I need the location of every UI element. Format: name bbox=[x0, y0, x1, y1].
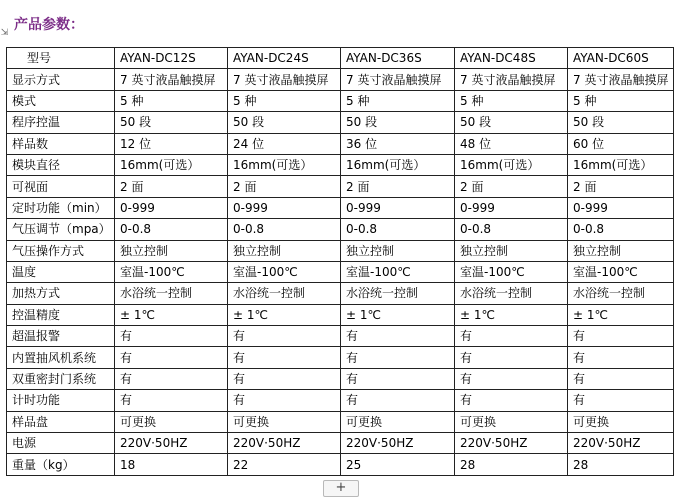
value-cell[interactable]: 水浴统一控制 bbox=[228, 283, 341, 304]
value-cell[interactable]: ± 1℃ bbox=[228, 304, 341, 325]
value-cell[interactable]: 可更换 bbox=[341, 411, 455, 432]
row-label-cell[interactable]: 电源 bbox=[7, 433, 115, 454]
value-cell[interactable]: 16mm(可选） bbox=[115, 154, 228, 175]
value-cell[interactable]: 有 bbox=[341, 347, 455, 368]
table-row bbox=[7, 368, 674, 389]
table-row bbox=[7, 283, 674, 304]
value-cell[interactable]: 室温-100℃ bbox=[228, 261, 341, 282]
value-cell[interactable]: 24 位 bbox=[228, 133, 341, 154]
value-cell[interactable]: 有 bbox=[228, 326, 341, 347]
row-label-cell[interactable]: 样品盘 bbox=[7, 411, 115, 432]
value-cell[interactable]: 室温-100℃ bbox=[568, 261, 674, 282]
row-label-cell[interactable]: 计时功能 bbox=[7, 390, 115, 411]
table-row bbox=[7, 112, 674, 133]
value-cell[interactable]: 0-0.8 bbox=[228, 219, 341, 240]
value-cell[interactable]: 2 面 bbox=[341, 176, 455, 197]
value-cell[interactable]: 独立控制 bbox=[455, 240, 568, 261]
value-cell[interactable]: 水浴统一控制 bbox=[455, 283, 568, 304]
table-row bbox=[7, 454, 674, 475]
product-spec-table bbox=[6, 47, 674, 476]
value-cell[interactable]: 0-999 bbox=[228, 197, 341, 218]
table-row bbox=[7, 154, 674, 175]
value-cell[interactable]: 水浴统一控制 bbox=[341, 283, 455, 304]
row-label-cell[interactable]: 气压操作方式 bbox=[7, 240, 115, 261]
value-cell[interactable]: 28 bbox=[568, 454, 674, 475]
add-row-button[interactable]: + bbox=[323, 480, 359, 497]
header-cell-model[interactable]: AYAN-DC36S bbox=[341, 48, 455, 69]
value-cell[interactable]: 有 bbox=[341, 326, 455, 347]
value-cell[interactable]: 有 bbox=[568, 390, 674, 411]
table-row bbox=[7, 304, 674, 325]
value-cell[interactable]: 18 bbox=[115, 454, 228, 475]
value-cell[interactable]: 有 bbox=[115, 326, 228, 347]
table-row bbox=[7, 261, 674, 282]
value-cell[interactable]: 220V·50HZ bbox=[228, 433, 341, 454]
value-cell[interactable]: 220V·50HZ bbox=[568, 433, 674, 454]
row-label-cell[interactable]: 气压调节（mpa） bbox=[7, 219, 115, 240]
row-label-cell[interactable]: 样品数 bbox=[7, 133, 115, 154]
value-cell[interactable]: 2 面 bbox=[568, 176, 674, 197]
value-cell[interactable]: 有 bbox=[455, 326, 568, 347]
table-row bbox=[7, 69, 674, 90]
value-cell[interactable]: 可更换 bbox=[455, 411, 568, 432]
value-cell[interactable]: 60 位 bbox=[568, 133, 674, 154]
value-cell[interactable]: 0-999 bbox=[455, 197, 568, 218]
value-cell[interactable]: 室温-100℃ bbox=[455, 261, 568, 282]
value-cell[interactable]: 7 英寸液晶触摸屏 bbox=[228, 69, 341, 90]
value-cell[interactable]: 220V·50HZ bbox=[455, 433, 568, 454]
value-cell[interactable]: 12 位 bbox=[115, 133, 228, 154]
table-row bbox=[7, 390, 674, 411]
value-cell[interactable]: 0-0.8 bbox=[455, 219, 568, 240]
value-cell[interactable]: 50 段 bbox=[228, 112, 341, 133]
value-cell[interactable]: 有 bbox=[568, 326, 674, 347]
row-label-cell[interactable]: 可视面 bbox=[7, 176, 115, 197]
row-label-cell[interactable]: 定时功能（min） bbox=[7, 197, 115, 218]
value-cell[interactable]: 有 bbox=[341, 368, 455, 389]
value-cell[interactable]: 16mm(可选） bbox=[228, 154, 341, 175]
row-label-cell[interactable]: 模式 bbox=[7, 90, 115, 111]
value-cell[interactable]: 16mm(可选） bbox=[455, 154, 568, 175]
spec-table-body bbox=[7, 48, 674, 476]
row-label-cell[interactable]: 模块直径 bbox=[7, 154, 115, 175]
table-row bbox=[7, 133, 674, 154]
value-cell[interactable]: 有 bbox=[228, 347, 341, 368]
value-cell[interactable]: 2 面 bbox=[115, 176, 228, 197]
value-cell[interactable]: ± 1℃ bbox=[455, 304, 568, 325]
value-cell[interactable]: 0-999 bbox=[341, 197, 455, 218]
value-cell[interactable]: 5 种 bbox=[341, 90, 455, 111]
section-heading: 产品参数： bbox=[14, 17, 84, 33]
value-cell[interactable]: 水浴统一控制 bbox=[115, 283, 228, 304]
table-row bbox=[7, 197, 674, 218]
table-row bbox=[7, 90, 674, 111]
value-cell[interactable]: 7 英寸液晶触摸屏 bbox=[568, 69, 674, 90]
table-row bbox=[7, 347, 674, 368]
table-row bbox=[7, 326, 674, 347]
value-cell[interactable]: 室温-100℃ bbox=[115, 261, 228, 282]
table-row bbox=[7, 411, 674, 432]
value-cell[interactable]: 有 bbox=[228, 390, 341, 411]
value-cell[interactable]: 独立控制 bbox=[568, 240, 674, 261]
value-cell[interactable]: 7 英寸液晶触摸屏 bbox=[455, 69, 568, 90]
value-cell[interactable]: 25 bbox=[341, 454, 455, 475]
value-cell[interactable]: 独立控制 bbox=[228, 240, 341, 261]
value-cell[interactable]: 有 bbox=[568, 368, 674, 389]
row-label-cell[interactable]: 重量（kg） bbox=[7, 454, 115, 475]
value-cell[interactable]: 水浴统一控制 bbox=[568, 283, 674, 304]
value-cell[interactable]: 有 bbox=[341, 390, 455, 411]
value-cell[interactable]: 2 面 bbox=[228, 176, 341, 197]
value-cell[interactable]: 22 bbox=[228, 454, 341, 475]
row-label-cell[interactable]: 双重密封门系统 bbox=[7, 368, 115, 389]
value-cell[interactable]: 36 位 bbox=[341, 133, 455, 154]
value-cell[interactable]: 28 bbox=[455, 454, 568, 475]
value-cell[interactable]: ± 1℃ bbox=[341, 304, 455, 325]
header-cell-label[interactable]: 型号 bbox=[7, 48, 115, 69]
row-label-cell[interactable]: 程序控温 bbox=[7, 112, 115, 133]
value-cell[interactable]: 有 bbox=[455, 390, 568, 411]
table-row bbox=[7, 176, 674, 197]
value-cell[interactable]: 0-0.8 bbox=[341, 219, 455, 240]
value-cell[interactable]: 室温-100℃ bbox=[341, 261, 455, 282]
value-cell[interactable]: 独立控制 bbox=[341, 240, 455, 261]
table-row bbox=[7, 433, 674, 454]
row-label-cell[interactable]: 温度 bbox=[7, 261, 115, 282]
row-label-cell[interactable]: 控温精度 bbox=[7, 304, 115, 325]
row-label-cell[interactable]: 超温报警 bbox=[7, 326, 115, 347]
value-cell[interactable]: 50 段 bbox=[455, 112, 568, 133]
table-row bbox=[7, 240, 674, 261]
value-cell[interactable]: 0-999 bbox=[115, 197, 228, 218]
value-cell[interactable]: 独立控制 bbox=[115, 240, 228, 261]
value-cell[interactable]: 有 bbox=[455, 368, 568, 389]
value-cell[interactable]: 可更换 bbox=[115, 411, 228, 432]
table-header-row bbox=[7, 48, 674, 69]
value-cell[interactable]: 2 面 bbox=[455, 176, 568, 197]
value-cell[interactable]: 有 bbox=[455, 347, 568, 368]
value-cell[interactable]: 有 bbox=[228, 368, 341, 389]
value-cell[interactable]: 有 bbox=[115, 390, 228, 411]
value-cell[interactable]: 0-999 bbox=[568, 197, 674, 218]
value-cell[interactable]: 7 英寸液晶触摸屏 bbox=[341, 69, 455, 90]
value-cell[interactable]: 5 种 bbox=[228, 90, 341, 111]
row-label-cell[interactable]: 加热方式 bbox=[7, 283, 115, 304]
value-cell[interactable]: 50 段 bbox=[115, 112, 228, 133]
value-cell[interactable]: 16mm(可选） bbox=[568, 154, 674, 175]
value-cell[interactable]: 5 种 bbox=[455, 90, 568, 111]
value-cell[interactable]: 16mm(可选） bbox=[341, 154, 455, 175]
value-cell[interactable]: 48 位 bbox=[455, 133, 568, 154]
value-cell[interactable]: 可更换 bbox=[568, 411, 674, 432]
value-cell[interactable]: 有 bbox=[568, 347, 674, 368]
row-label-cell[interactable]: 显示方式 bbox=[7, 69, 115, 90]
table-move-handle-icon[interactable]: ⇲ bbox=[0, 28, 9, 38]
value-cell[interactable]: 有 bbox=[115, 368, 228, 389]
value-cell[interactable]: 0-0.8 bbox=[568, 219, 674, 240]
value-cell[interactable]: 7 英寸液晶触摸屏 bbox=[115, 69, 228, 90]
row-label-cell[interactable]: 内置抽风机系统 bbox=[7, 347, 115, 368]
value-cell[interactable]: ± 1℃ bbox=[568, 304, 674, 325]
value-cell[interactable]: ± 1℃ bbox=[115, 304, 228, 325]
value-cell[interactable]: 50 段 bbox=[568, 112, 674, 133]
table-row bbox=[7, 219, 674, 240]
value-cell[interactable]: 50 段 bbox=[341, 112, 455, 133]
header-cell-model[interactable]: AYAN-DC24S bbox=[228, 48, 341, 69]
header-cell-model[interactable]: AYAN-DC12S bbox=[115, 48, 228, 69]
header-cell-model[interactable]: AYAN-DC48S bbox=[455, 48, 568, 69]
value-cell[interactable]: 0-0.8 bbox=[115, 219, 228, 240]
header-cell-model[interactable]: AYAN-DC60S bbox=[568, 48, 674, 69]
value-cell[interactable]: 有 bbox=[115, 347, 228, 368]
value-cell[interactable]: 5 种 bbox=[568, 90, 674, 111]
value-cell[interactable]: 可更换 bbox=[228, 411, 341, 432]
value-cell[interactable]: 5 种 bbox=[115, 90, 228, 111]
value-cell[interactable]: 220V·50HZ bbox=[115, 433, 228, 454]
value-cell[interactable]: 220V·50HZ bbox=[341, 433, 455, 454]
